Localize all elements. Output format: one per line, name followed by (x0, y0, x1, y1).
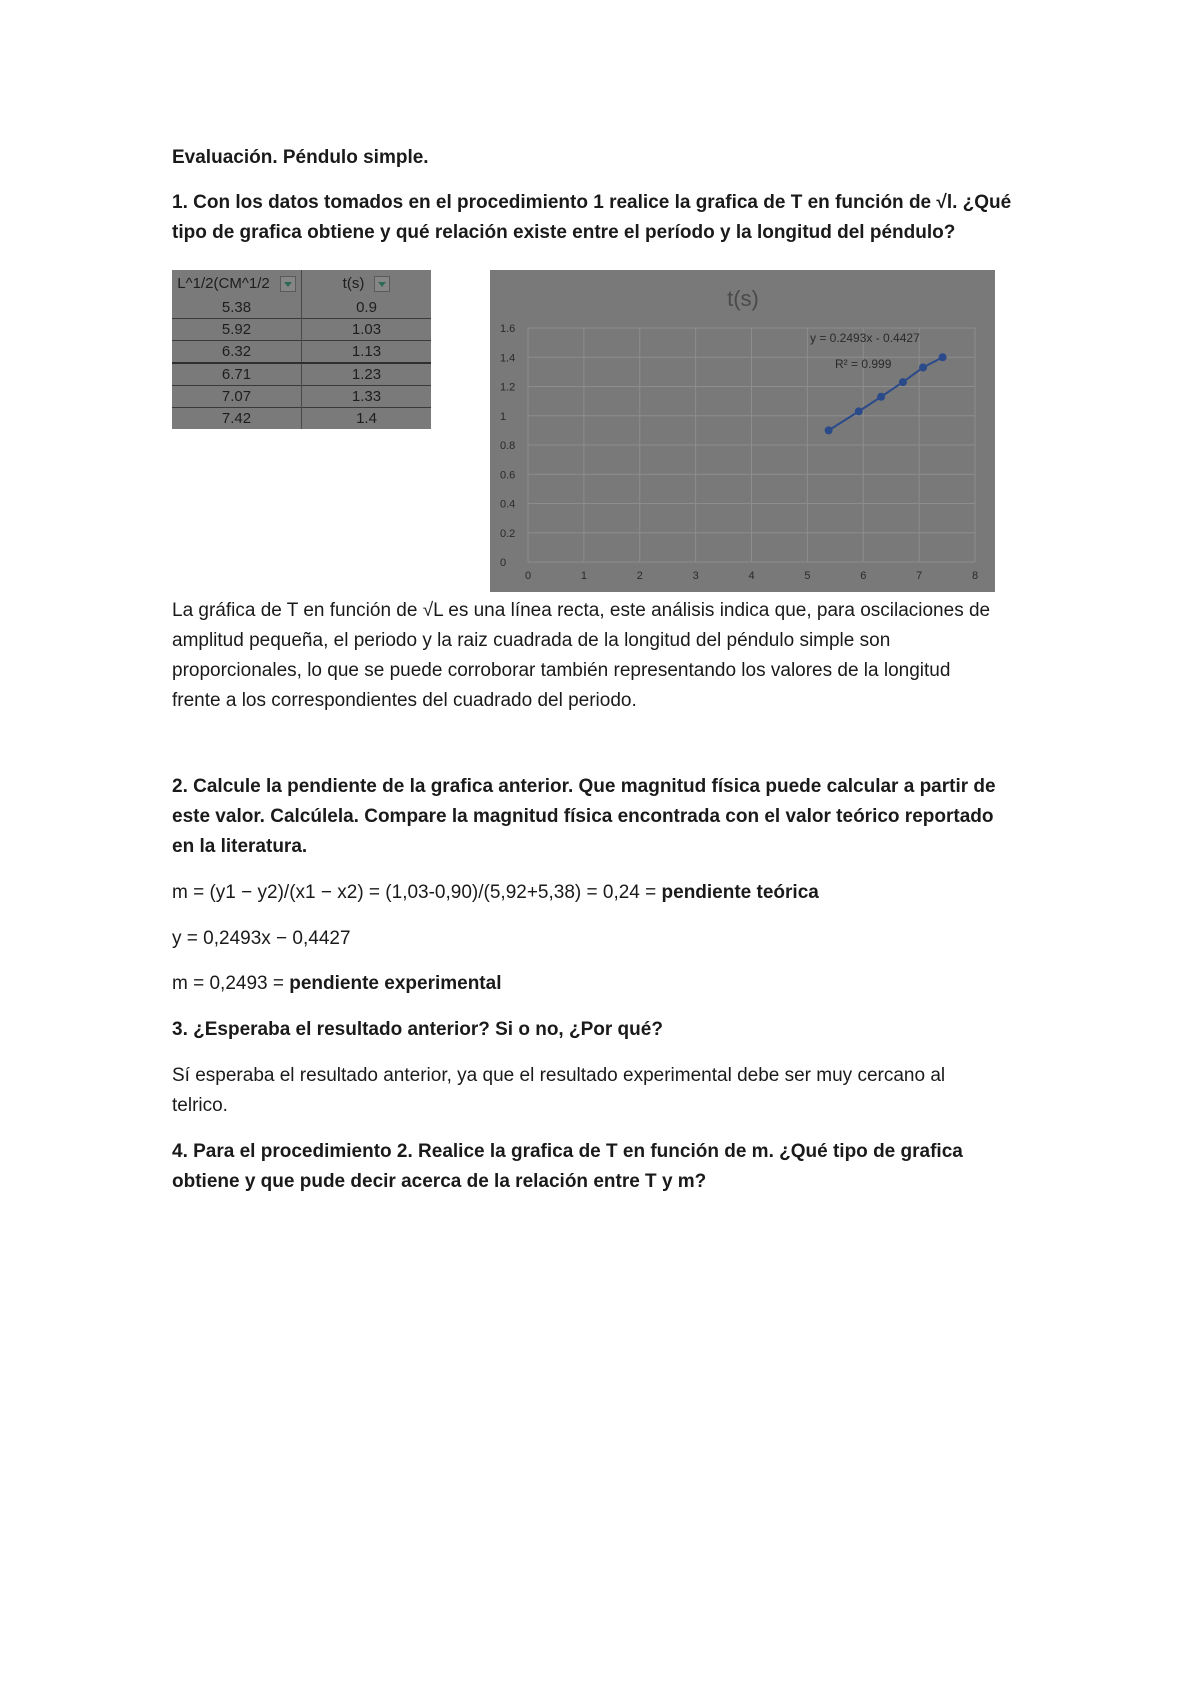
table-cell: 1.4 (302, 408, 432, 430)
table-cell: 5.38 (172, 297, 302, 319)
y-tick-label: 0.8 (500, 440, 516, 452)
table-cell: 5.92 (172, 319, 302, 341)
equation-experimental-slope: m = 0,2493 = pendiente experimental (172, 973, 502, 994)
trendline-r-squared: R² = 0.999 (835, 357, 892, 371)
table-row (172, 319, 431, 341)
equation-trendline: y = 0,2493x − 0,4427 (172, 928, 351, 949)
trendline-equation: y = 0.2493x - 0.4427 (810, 331, 920, 345)
table-row (172, 363, 431, 386)
table-cell: 7.07 (172, 386, 302, 408)
table-cell: 6.71 (172, 363, 302, 386)
table-header-cell: L^1/2(CM^1/2 (172, 270, 302, 297)
table-row (172, 297, 431, 319)
question-4-line-2: obtiene y que pude decir acerca de la relación entre T y m? (172, 1171, 707, 1192)
table-cell: 1.33 (302, 386, 432, 408)
table-header-cell: t(s) (302, 270, 432, 297)
answer-1-line-2: amplitud pequeña, el periodo y la raiz cuadrada de la longitud del péndulo simple son (172, 630, 891, 651)
answer-3-line-1: Sí esperaba el resultado anterior, ya que el resultado experimental debe ser muy cercano al (172, 1065, 946, 1086)
x-tick-label: 0 (524, 570, 532, 582)
x-tick-label: 8 (971, 570, 979, 582)
table-cell: 0.9 (356, 299, 377, 316)
x-tick-label: 7 (916, 570, 923, 582)
y-tick-label: 0 (500, 557, 507, 569)
table-header-row (172, 270, 431, 297)
y-tick-label: 0.2 (500, 527, 516, 540)
data-point (919, 363, 927, 371)
chart-title: t(s) (727, 286, 759, 311)
question-1-line-1: 1. Con los datos tomados en el procedimiento 1 realice la grafica de T en función de √l. ¿Qué (172, 192, 1012, 213)
x-tick-label: 3 (692, 570, 699, 582)
question-3: 3. ¿Esperaba el resultado anterior? Si o no, ¿Por qué? (172, 1019, 663, 1040)
table-cell: 6.32 (172, 341, 302, 364)
x-tick-label: 6 (860, 570, 867, 582)
question-2-line-1: 2. Calcule la pendiente de la grafica anterior. Que magnitud física puede calcular a partir de (172, 776, 996, 797)
data-table (172, 270, 431, 429)
data-point (855, 407, 863, 415)
x-tick-label: 2 (636, 570, 643, 582)
question-2-line-2: este valor. Calcúlela. Compare la magnitud física encontrada con el valor teórico reportado (172, 806, 994, 827)
filter-dropdown-icon[interactable] (374, 276, 390, 292)
x-tick-label: 4 (748, 570, 755, 582)
table-row (172, 408, 431, 430)
document-title: Evaluación. Péndulo simple. (172, 147, 429, 168)
x-tick-label: 5 (804, 570, 811, 582)
data-point (877, 393, 885, 401)
data-point (939, 353, 947, 361)
x-tick-label: 1 (580, 570, 587, 582)
question-2-line-3: en la literatura. (172, 836, 308, 857)
scatter-chart (490, 270, 995, 592)
y-tick-label: 1.4 (500, 352, 516, 365)
answer-1-line-3: proporcionales, lo que se puede corroborar también representando los valores de la longitud (172, 660, 951, 681)
data-point (825, 426, 833, 434)
filter-dropdown-icon[interactable] (280, 276, 296, 292)
table-cell: 1.03 (302, 319, 432, 341)
y-tick-label: 1.2 (500, 381, 516, 394)
question-1-line-2: tipo de grafica obtiene y qué relación existe entre el período y la longitud del péndulo? (172, 222, 956, 243)
answer-3-line-2: telrico. (172, 1095, 228, 1116)
answer-1-line-1: La gráfica de T en función de √L es una línea recta, este análisis indica que, para oscilaciones de (172, 600, 991, 621)
equation-theoretical-slope: m = (y1 − y2)/(x1 − x2) = (1,03-0,90)/(5,92+5,38) = 0,24 = pendiente teórica (172, 882, 819, 903)
data-point (899, 378, 907, 386)
table-cell: 1.13 (302, 341, 432, 364)
table-row (172, 341, 431, 364)
y-tick-label: 0.6 (500, 469, 516, 482)
y-tick-label: 1 (500, 410, 507, 423)
table-row (172, 386, 431, 408)
y-tick-label: 0.4 (500, 498, 516, 511)
y-tick-label: 1.6 (500, 323, 516, 335)
table-cell: 7.42 (172, 408, 302, 430)
table-cell: 1.23 (302, 363, 432, 386)
question-4-line-1: 4. Para el procedimiento 2. Realice la grafica de T en función de m. ¿Qué tipo de grafica (172, 1141, 963, 1162)
answer-1-line-4: frente a los correspondientes del cuadrado del periodo. (172, 690, 637, 711)
